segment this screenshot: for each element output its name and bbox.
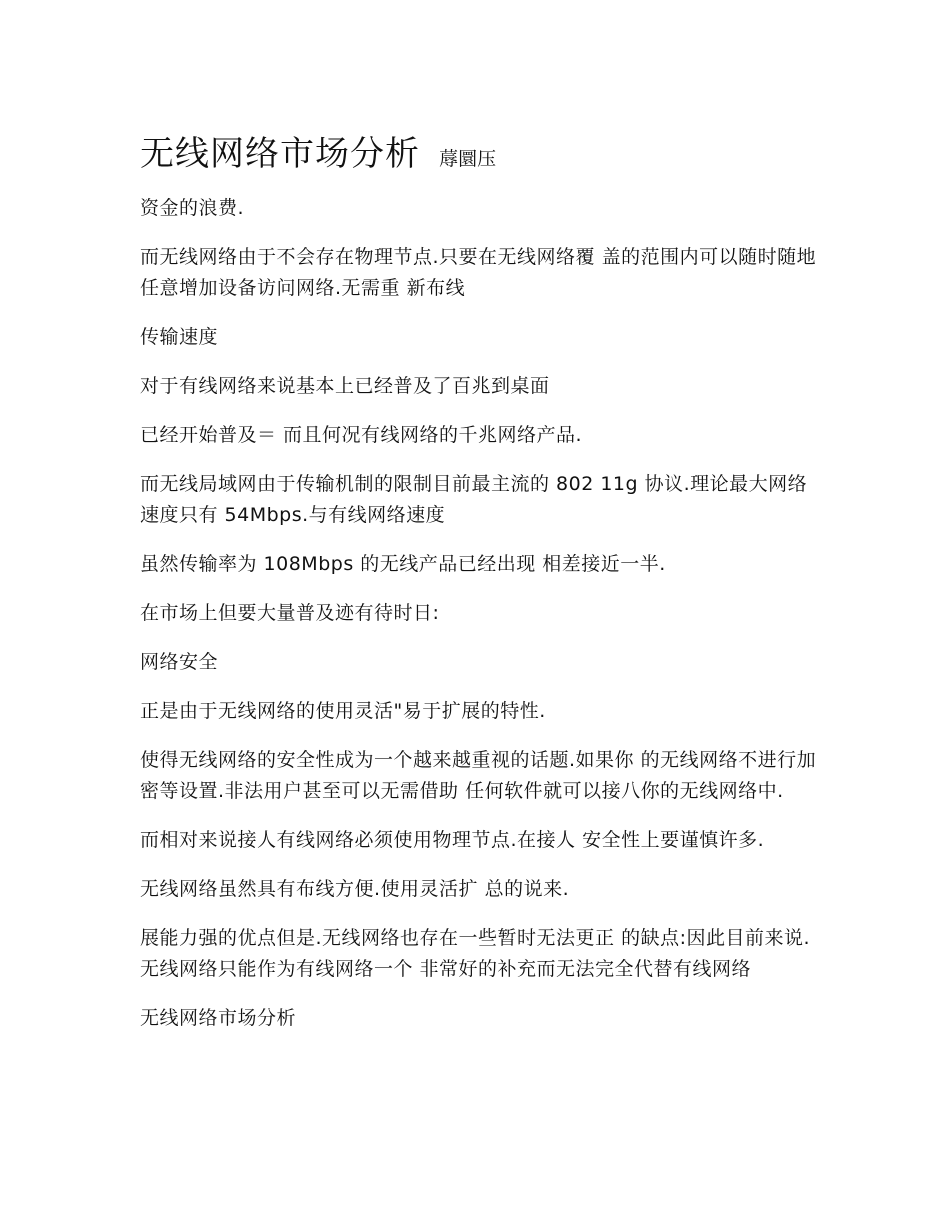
document-subtitle: 蓐圜压 <box>439 148 497 170</box>
section-heading: 网络安全 <box>140 651 219 673</box>
section-heading: 传输速度 <box>140 326 219 348</box>
paragraph: 而相对来说接人有线网络必须使用物理节点.在接人 安全性上要谨慎许多. <box>140 829 765 851</box>
title-row <box>140 126 496 175</box>
paragraph: 在市场上但要大量普及迹有待时日: <box>140 602 440 624</box>
document-body <box>140 193 820 1052</box>
section-heading: 无线网络市场分析 <box>140 1007 297 1029</box>
paragraph: 对于有线网络来说基本上已经普及了百兆到桌面 <box>140 375 550 397</box>
paragraph: 而无线网络由于不会存在物理节点.只要在无线网络覆 盖的范围内可以随时随地任意增加设备访问网络.无需重 新布线 <box>140 246 817 299</box>
document-title: 无线网络市场分析 <box>140 134 420 174</box>
paragraph: 资金的浪费. <box>140 197 245 219</box>
paragraph: 使得无线网络的安全性成为一个越来越重视的话题.如果你 的无线网络不进行加密等设置.非法用户甚至可以无需借助 任何软件就可以接八你的无线网络中. <box>140 749 817 802</box>
paragraph: 正是由于无线网络的使用灵活"易于扩展的特性. <box>140 700 546 722</box>
paragraph: 虽然传输率为 108Mbps 的无线产品已经出现 相差接近一半. <box>140 553 666 575</box>
paragraph: 展能力强的优点但是.无线网络也存在一些暂时无法更正 的缺点:因此目前来说.无线网络只能作为有线网络一个 非常好的补充而无法完全代替有线网络 <box>140 927 811 980</box>
paragraph: 已经开始普及＝ 而且何况有线网络的千兆网络产品. <box>140 424 583 446</box>
paragraph: 无线网络虽然具有布线方便.使用灵活扩 总的说来. <box>140 878 570 900</box>
paragraph: 而无线局域网由于传输机制的限制目前最主流的 802 11g 协议.理论最大网络速度只有 54Mbps.与有线网络速度 <box>140 473 808 526</box>
